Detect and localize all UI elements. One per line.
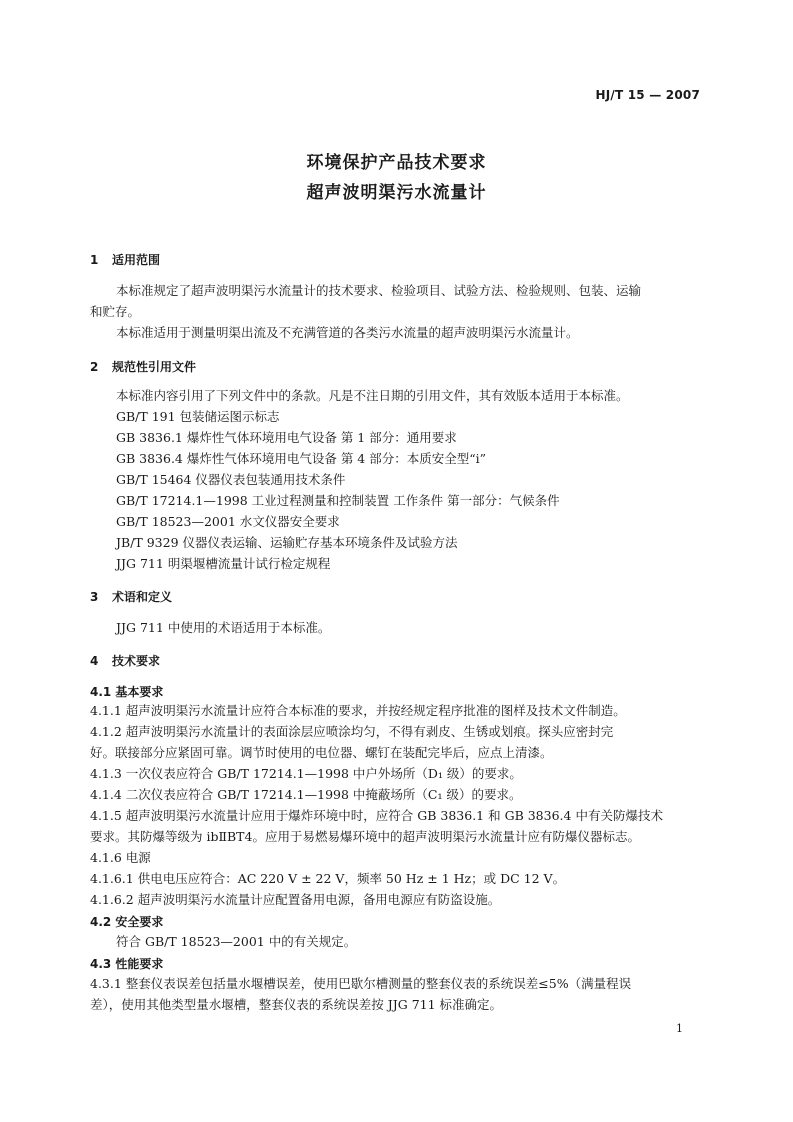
clause: 差），使用其他类型量水堰槽，整套仪表的系统误差按 JJG 711 标准确定。 — [90, 997, 503, 1012]
clause: 4.1.6.2 超声波明渠污水流量计应配置备用电源，备用电源应有防盗设施。 — [90, 892, 501, 907]
clause: 4.1.6 电源 — [90, 850, 151, 865]
reference-item: GB 3836.4 爆炸性气体环境用电气设备 第 4 部分：本质安全型“i” — [116, 451, 487, 466]
section-number: 2 — [90, 360, 99, 374]
paragraph: JJG 711 中使用的术语适用于本标准。 — [116, 620, 331, 635]
paragraph: 本标准内容引用了下列文件中的条款。凡是不注日期的引用文件，其有效版本适用于本标准。 — [116, 388, 629, 403]
clause: 4.1.5 超声波明渠污水流量计应用于爆炸环境中时，应符合 GB 3836.1 和 GB 3836.4 中有关防爆技术 — [90, 808, 663, 823]
section-4-heading — [90, 652, 160, 669]
clause: 4.1.2 超声波明渠污水流量计的表面涂层应喷涂均匀，不得有剥皮、生锈或划痕。探头应密封完 — [90, 724, 614, 739]
section-number: 4 — [90, 654, 99, 668]
section-number: 3 — [90, 590, 99, 604]
clause: 4.3.1 整套仪表误差包括量水堰槽误差，使用巴歇尔槽测量的整套仪表的系统误差≤5%（满量程误 — [90, 976, 632, 991]
section-title: 术语和定义 — [112, 590, 173, 604]
standard-number: HJ/T 15 — 2007 — [595, 88, 700, 102]
subsection-heading: 4.2 安全要求 — [90, 915, 164, 929]
section-title: 规范性引用文件 — [112, 360, 197, 374]
clause: 4.1.4 二次仪表应符合 GB/T 17214.1—1998 中掩蔽场所（C₁ 级）的要求。 — [90, 787, 522, 802]
paragraph: 符合 GB/T 18523—2001 中的有关规定。 — [116, 934, 357, 949]
subsection-heading: 4.1 基本要求 — [90, 685, 164, 699]
clause: 4.1.1 超声波明渠污水流量计应符合本标准的要求，并按经规定程序批准的图样及技术文件制造。 — [90, 703, 626, 718]
paragraph: 本标准规定了超声波明渠污水流量计的技术要求、检验项目、试验方法、检验规则、包装、运输 — [116, 283, 642, 298]
reference-item: GB/T 18523—2001 水文仪器安全要求 — [116, 514, 340, 529]
reference-item: GB/T 191 包装储运图示标志 — [116, 409, 280, 424]
clause: 4.1.6.1 供电电压应符合：AC 220 V ± 22 V，频率 50 Hz ± 1 Hz；或 DC 12 V。 — [90, 871, 566, 886]
section-title: 技术要求 — [112, 654, 161, 668]
clause: 好。联接部分应紧固可靠。调节时使用的电位器、螺钉在装配完毕后，应点上清漆。 — [90, 745, 553, 760]
paragraph: 本标准适用于测量明渠出流及不充满管道的各类污水流量的超声波明渠污水流量计。 — [116, 325, 579, 340]
document-title-line1: 环境保护产品技术要求 — [306, 153, 487, 173]
reference-item: GB/T 17214.1—1998 工业过程测量和控制装置 工作条件 第一部分：气候条件 — [116, 493, 560, 508]
reference-item: GB/T 15464 仪器仪表包装通用技术条件 — [116, 472, 346, 487]
clause: 4.1.3 一次仪表应符合 GB/T 17214.1—1998 中户外场所（D₁ 级）的要求。 — [90, 766, 522, 781]
page-number: 1 — [676, 1022, 683, 1035]
reference-item: JB/T 9329 仪器仪表运输、运输贮存基本环境条件及试验方法 — [116, 535, 458, 550]
clause: 要求。其防爆等级为 ibⅡBT4。应用于易燃易爆环境中的超声波明渠污水流量计应有防爆仪器标志。 — [90, 829, 640, 844]
subsection-heading: 4.3 性能要求 — [90, 957, 164, 971]
reference-item: GB 3836.1 爆炸性气体环境用电气设备 第 1 部分：通用要求 — [116, 430, 457, 445]
section-title: 适用范围 — [112, 253, 161, 267]
section-number: 1 — [90, 253, 99, 267]
paragraph: 和贮存。 — [90, 304, 141, 319]
section-2-heading — [90, 358, 196, 375]
section-1-heading — [90, 251, 160, 268]
reference-item: JJG 711 明渠堰槽流量计试行检定规程 — [116, 556, 331, 571]
section-3-heading — [90, 588, 172, 605]
document-title-line2: 超声波明渠污水流量计 — [306, 183, 487, 203]
